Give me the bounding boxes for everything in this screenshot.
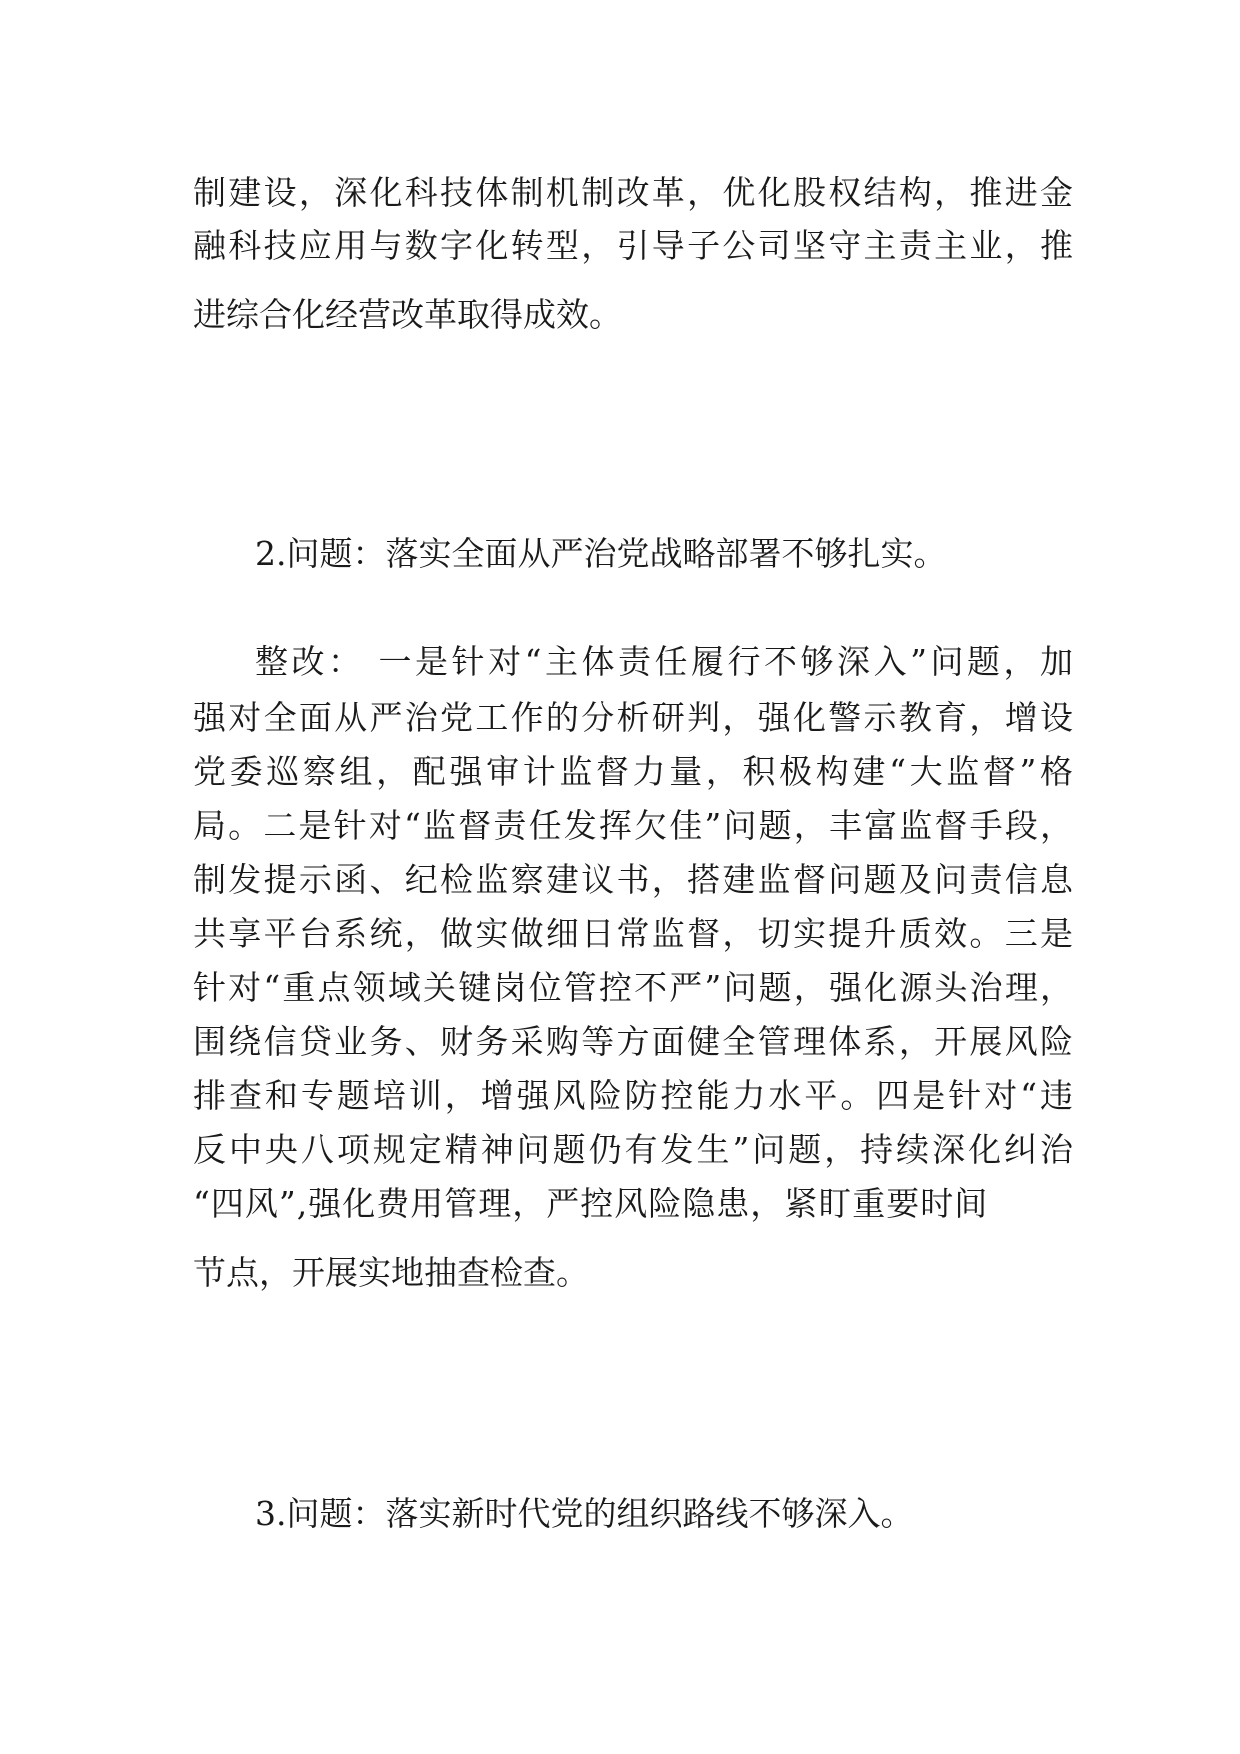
section-heading-2: 2.问题：落实全面从严治党战略部署不够扎实。: [255, 534, 947, 573]
paragraph-line: 节点，开展实地抽查检查。: [193, 1253, 589, 1292]
section-heading-3: 3.问题：落实新时代党的组织路线不够深入。: [255, 1494, 914, 1533]
paragraph-line: 整改： 一是针对“主体责任履行不够深入”问题，加: [255, 642, 1073, 681]
paragraph-line: 融科技应用与数字化转型，引导子公司坚守主责主业，推: [193, 226, 1073, 265]
paragraph-line: 局。二是针对“监督责任发挥欠佳”问题，丰富监督手段，: [193, 806, 1073, 845]
paragraph-line: 排查和专题培训，增强风险防控能力水平。四是针对“违: [193, 1076, 1073, 1115]
paragraph-line: 制建设，深化科技体制机制改革，优化股权结构，推进金: [193, 173, 1073, 212]
paragraph-line: 进综合化经营改革取得成效。: [193, 295, 622, 334]
paragraph-line: 制发提示函、纪检监察建议书，搭建监督问题及问责信息: [193, 860, 1073, 899]
paragraph-line: 反中央八项规定精神问题仍有发生”问题，持续深化纠治: [193, 1130, 1073, 1169]
paragraph-line: 围绕信贷业务、财务采购等方面健全管理体系，开展风险: [193, 1022, 1073, 1061]
paragraph-line: 针对“重点领域关键岗位管控不严”问题，强化源头治理，: [193, 968, 1073, 1007]
paragraph-line: 党委巡察组，配强审计监督力量，积极构建“大监督”格: [193, 752, 1073, 791]
paragraph-line: 共享平台系统，做实做细日常监督，切实提升质效。三是: [193, 914, 1073, 953]
paragraph-line: 强对全面从严治党工作的分析研判，强化警示教育，增设: [193, 698, 1073, 737]
paragraph-line: “四风”,强化费用管理，严控风险隐患，紧盯重要时间: [193, 1184, 989, 1223]
